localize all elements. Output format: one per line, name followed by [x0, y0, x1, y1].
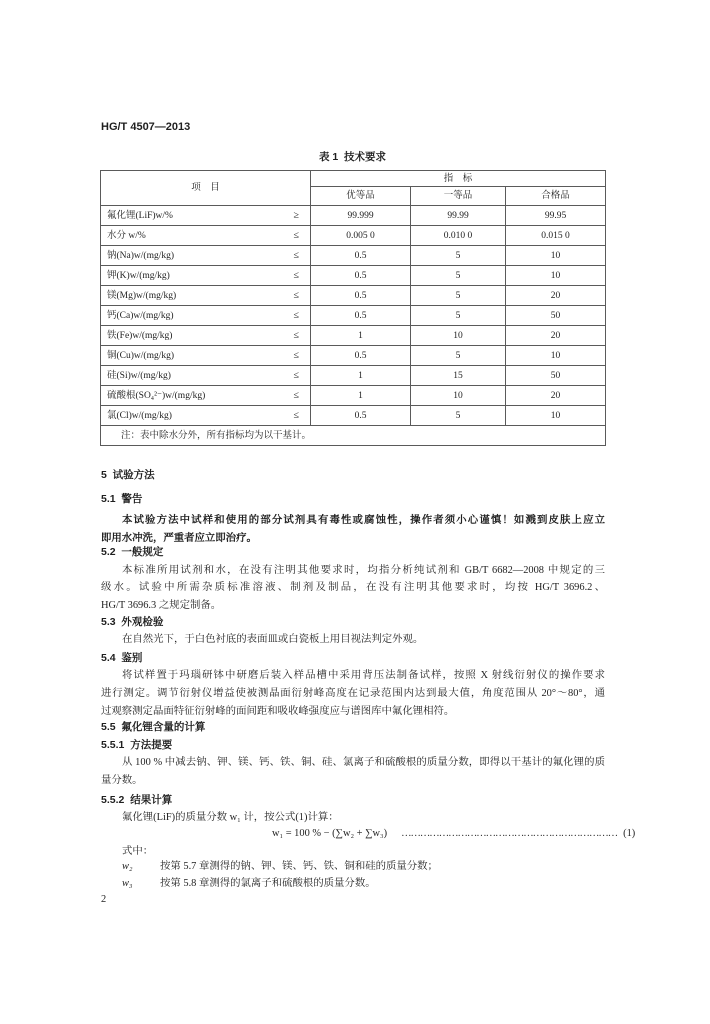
comparison-symbol: ≤ — [283, 386, 311, 406]
comparison-symbol: ≤ — [283, 406, 311, 426]
value-qualified-grade: 10 — [506, 266, 606, 286]
value-qualified-grade: 20 — [506, 326, 606, 346]
standard-code: HG/T 4507—2013 — [101, 121, 191, 133]
table-row — [101, 226, 606, 246]
paragraph-line: HG/T 3696.3 之规定制备。 — [101, 600, 222, 611]
equation-expression: w₁ = 100 % − (∑w₂ + ∑w₃) — [272, 828, 388, 839]
table-header-row — [101, 171, 606, 187]
section-heading-5: 5 试验方法 — [101, 469, 155, 481]
grade-superior-header: 优等品 — [311, 187, 411, 206]
value-first-grade: 0.010 0 — [411, 226, 506, 246]
section-heading-5-1: 5.1 警告 — [101, 493, 143, 505]
table-note: 注：表中除水分外，所有指标均为以干基计。 — [101, 426, 606, 446]
paragraph-line: 在自然光下，于白色衬底的表面皿或白瓷板上用目视法判定外观。 — [122, 634, 424, 645]
grade-first-header: 一等品 — [411, 187, 506, 206]
table-note-row — [101, 426, 606, 446]
paragraph-line: 进行测定。调节衍射仪增益使被测晶面衍射峰高度在记录范围内达到最大值，角度范围从 20°～80°，通 — [101, 688, 605, 699]
section-heading-5-3: 5.3 外观检验 — [101, 616, 164, 628]
table-row — [101, 346, 606, 366]
value-superior-grade: 0.5 — [311, 306, 411, 326]
section-heading-5-5-2: 5.5.2 结果计算 — [101, 794, 173, 806]
item-label: 铁(Fe)w/(mg/kg) — [101, 326, 283, 346]
paragraph-line: 即用水冲洗，严重者应立即治疗。 — [101, 533, 257, 544]
comparison-symbol: ≤ — [283, 346, 311, 366]
definition-text: 按第 5.7 章测得的钠、钾、镁、钙、铁、铜和硅的质量分数； — [160, 861, 438, 872]
value-superior-grade: 0.5 — [311, 406, 411, 426]
value-qualified-grade: 20 — [506, 386, 606, 406]
value-superior-grade: 0.5 — [311, 286, 411, 306]
value-first-grade: 5 — [411, 306, 506, 326]
definition-text: 按第 5.8 章测得的氯离子和硫酸根的质量分数。 — [160, 878, 376, 889]
table-row — [101, 206, 606, 226]
item-label: 钙(Ca)w/(mg/kg) — [101, 306, 283, 326]
equation-number: (1) — [623, 828, 636, 839]
grade-qualified-header: 合格品 — [506, 187, 606, 206]
technical-requirements-table — [100, 170, 606, 446]
item-label: 钾(K)w/(mg/kg) — [101, 266, 283, 286]
value-qualified-grade: 50 — [506, 306, 606, 326]
value-first-grade: 5 — [411, 246, 506, 266]
section-heading-5-5-1: 5.5.1 方法提要 — [101, 739, 173, 751]
item-label: 硅(Si)w/(mg/kg) — [101, 366, 283, 386]
table-row — [101, 406, 606, 426]
item-label: 铜(Cu)w/(mg/kg) — [101, 346, 283, 366]
paragraph-line: 氟化锂(LiF)的质量分数 w₁ 计，按公式(1)计算： — [122, 812, 339, 823]
section-heading-5-4: 5.4 鉴别 — [101, 652, 143, 664]
page-number: 2 — [101, 894, 107, 905]
definition-symbol: w₃ — [122, 878, 133, 889]
index-header: 指 标 — [311, 171, 606, 187]
value-first-grade: 5 — [411, 266, 506, 286]
where-label: 式中： — [122, 846, 154, 857]
value-qualified-grade: 10 — [506, 246, 606, 266]
value-qualified-grade: 50 — [506, 366, 606, 386]
table-row — [101, 366, 606, 386]
value-first-grade: 10 — [411, 326, 506, 346]
value-first-grade: 5 — [411, 406, 506, 426]
equation-leader-dots: …………………………………………………………… — [401, 828, 618, 839]
equation-1 — [272, 826, 636, 842]
comparison-symbol: ≤ — [283, 246, 311, 266]
value-qualified-grade: 20 — [506, 286, 606, 306]
section-heading-5-2: 5.2 一般规定 — [101, 546, 164, 558]
value-superior-grade: 0.5 — [311, 246, 411, 266]
item-label: 氯(Cl)w/(mg/kg) — [101, 406, 283, 426]
table-row — [101, 286, 606, 306]
item-label: 氟化锂(LiF)w/% — [101, 206, 283, 226]
comparison-symbol: ≤ — [283, 226, 311, 246]
paragraph-line: 量分数。 — [101, 775, 143, 786]
value-first-grade: 5 — [411, 286, 506, 306]
value-superior-grade: 99.999 — [311, 206, 411, 226]
section-heading-5-5: 5.5 氟化锂含量的计算 — [101, 721, 206, 733]
definition-symbol: w₂ — [122, 861, 133, 872]
comparison-symbol: ≤ — [283, 266, 311, 286]
table-row — [101, 386, 606, 406]
item-label: 钠(Na)w/(mg/kg) — [101, 246, 283, 266]
value-qualified-grade: 10 — [506, 406, 606, 426]
table-row — [101, 326, 606, 346]
item-label: 水分 w/% — [101, 226, 283, 246]
value-qualified-grade: 0.015 0 — [506, 226, 606, 246]
paragraph-line: 过观察测定晶面特征衍射峰的面间距和吸收峰强度应与谱图库中氟化锂相符。 — [101, 706, 455, 717]
paragraph-line: 级水。试验中所需杂质标准溶液、制剂及制品，在没有注明其他要求时，均按 HG/T 3696.2、 — [101, 582, 605, 593]
item-header: 项 目 — [101, 171, 311, 206]
comparison-symbol: ≥ — [283, 206, 311, 226]
table-row — [101, 306, 606, 326]
value-qualified-grade: 10 — [506, 346, 606, 366]
value-superior-grade: 1 — [311, 386, 411, 406]
table-title: 表 1 技术要求 — [318, 151, 387, 163]
value-first-grade: 10 — [411, 386, 506, 406]
value-superior-grade: 1 — [311, 366, 411, 386]
table-row — [101, 246, 606, 266]
value-first-grade: 99.99 — [411, 206, 506, 226]
value-first-grade: 5 — [411, 346, 506, 366]
comparison-symbol: ≤ — [283, 306, 311, 326]
comparison-symbol: ≤ — [283, 286, 311, 306]
item-label: 镁(Mg)w/(mg/kg) — [101, 286, 283, 306]
comparison-symbol: ≤ — [283, 326, 311, 346]
item-label: 硫酸根(SO₄²⁻)w/(mg/kg) — [101, 386, 283, 406]
value-superior-grade: 1 — [311, 326, 411, 346]
value-qualified-grade: 99.95 — [506, 206, 606, 226]
paragraph-line: 将试样置于玛瑙研钵中研磨后装入样品槽中采用背压法制备试样，按照 X 射线衍射仪的操作要求 — [122, 670, 605, 681]
paragraph-line: 从 100 % 中减去钠、钾、镁、钙、铁、铜、硅、氯离子和硫酸根的质量分数，即得以干基计的氟化锂的质 — [122, 757, 605, 768]
value-superior-grade: 0.5 — [311, 266, 411, 286]
paragraph-line: 本标准所用试剂和水，在没有注明其他要求时，均指分析纯试剂和 GB/T 6682—2008 中规定的三 — [122, 565, 605, 576]
value-superior-grade: 0.5 — [311, 346, 411, 366]
value-superior-grade: 0.005 0 — [311, 226, 411, 246]
value-first-grade: 15 — [411, 366, 506, 386]
comparison-symbol: ≤ — [283, 366, 311, 386]
table-row — [101, 266, 606, 286]
paragraph-line: 本试验方法中试样和使用的部分试剂具有毒性或腐蚀性，操作者须小心谨慎！如溅到皮肤上应立 — [122, 515, 605, 526]
